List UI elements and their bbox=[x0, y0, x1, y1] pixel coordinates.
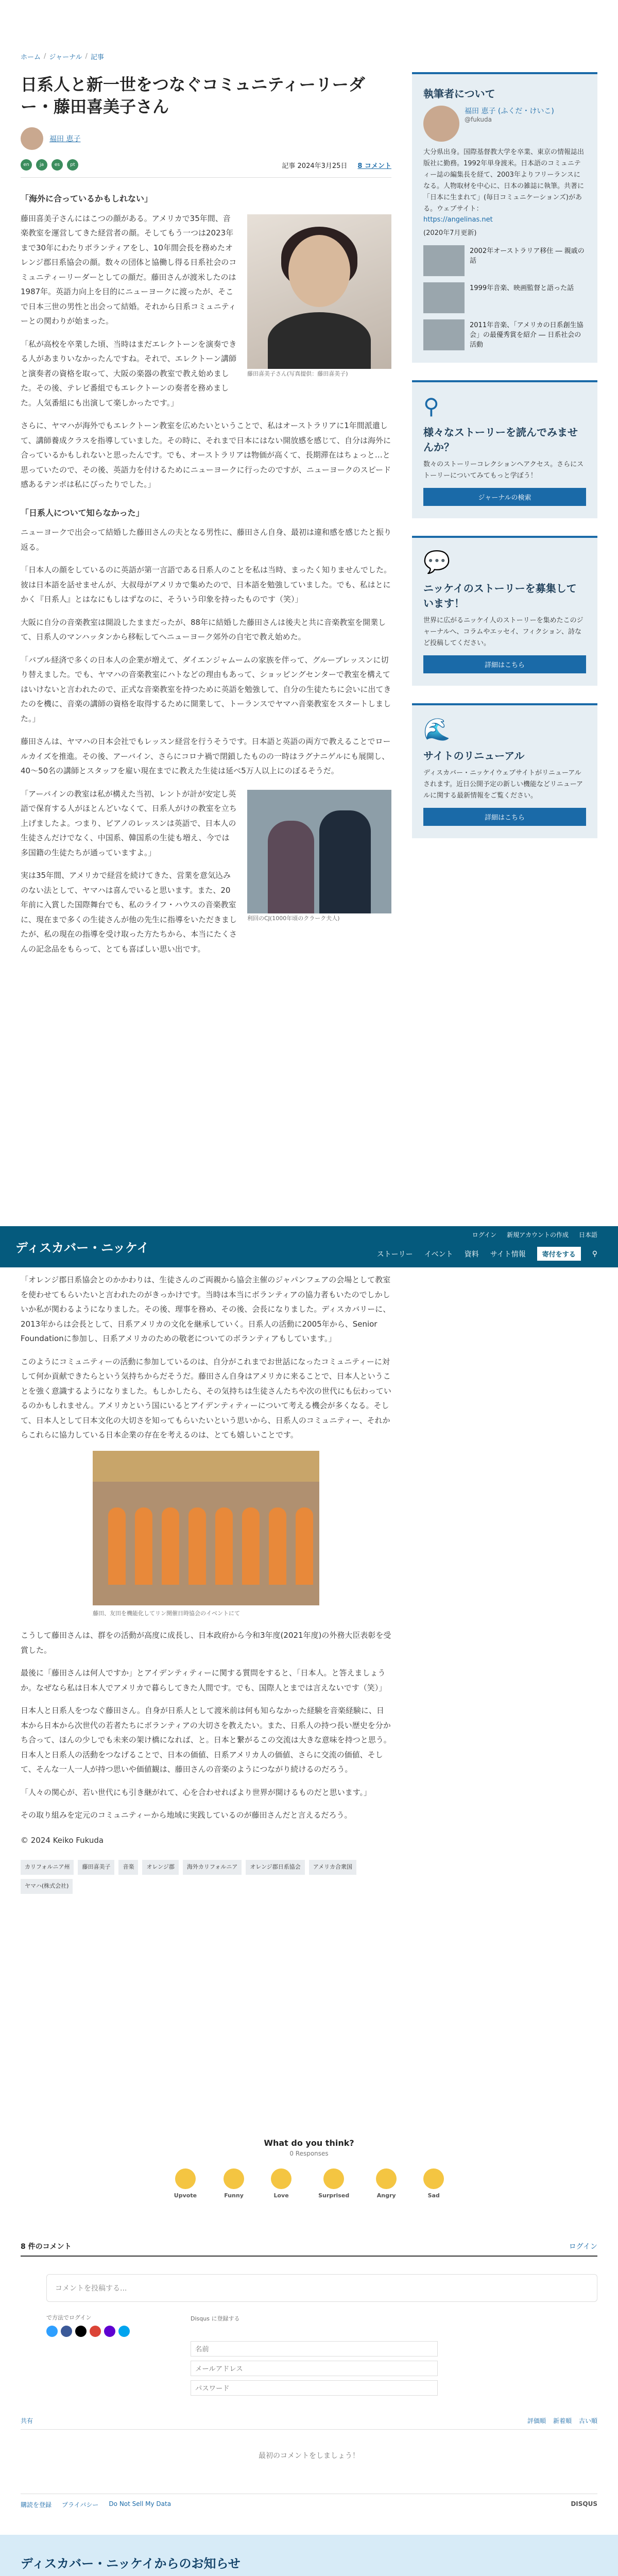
reactions-question: What do you think? bbox=[264, 2138, 354, 2148]
funny-icon bbox=[224, 2168, 244, 2189]
submit-card bbox=[412, 536, 597, 686]
menu-events[interactable]: イベント bbox=[424, 1250, 453, 1259]
author-articles bbox=[423, 245, 586, 350]
card-heading: 様々なストーリーを読んでみませんか？ bbox=[423, 426, 578, 453]
menu-resources[interactable]: 資料 bbox=[464, 1250, 479, 1259]
tag[interactable]: 音楽 bbox=[118, 1860, 138, 1875]
list-item[interactable] bbox=[423, 245, 586, 276]
tag[interactable]: 藤田喜美子 bbox=[78, 1860, 114, 1875]
tag[interactable]: 海外カリフォルニア bbox=[183, 1860, 242, 1875]
article-top bbox=[0, 0, 618, 1226]
reaction-sad[interactable]: Sad bbox=[423, 2168, 444, 2199]
language-select[interactable]: 日本語 bbox=[578, 1231, 597, 1239]
disqus-footer-links bbox=[21, 2500, 171, 2509]
article-date: 記事 2024年3月25日 bbox=[282, 162, 348, 171]
tag[interactable]: ヤマハ(株式会社) bbox=[21, 1879, 73, 1894]
section-heading: 「海外に合っているかもしれない」 bbox=[21, 194, 153, 204]
social-login bbox=[46, 2326, 597, 2337]
renewal-card bbox=[412, 703, 597, 838]
figure-couple bbox=[247, 790, 391, 924]
tag[interactable]: オレンジ郡日系協会 bbox=[246, 1860, 304, 1875]
reaction-upvote[interactable]: Upvote bbox=[174, 2168, 197, 2199]
author-updated: (2020年7月更新) bbox=[423, 229, 477, 237]
section-heading: 「日系人について知らなかった」 bbox=[21, 507, 144, 518]
card-text: ディスカバー・ニッケイウェブサイトがリニューアルされます。近日公開予定の新しい機能などリニューアルに関する最新情報をご覧ください。 bbox=[423, 769, 583, 800]
tag[interactable]: オレンジ郡 bbox=[142, 1860, 178, 1875]
renewal-details-button[interactable]: 詳細はこちら bbox=[423, 808, 586, 826]
reaction-list bbox=[21, 2168, 597, 2199]
site-logo[interactable]: ディスカバー・ニッケイ bbox=[15, 1241, 149, 1255]
article-continued bbox=[21, 1273, 391, 1894]
comments-link[interactable]: 8 コメント bbox=[357, 162, 391, 171]
explore-card bbox=[412, 380, 597, 518]
lang-en-icon[interactable]: en bbox=[21, 159, 32, 171]
tag[interactable]: カリフォルニア州 bbox=[21, 1860, 74, 1875]
page-title: 日系人と新一世をつなぐコミュニティーリーダー・藤田喜美子さん bbox=[21, 75, 365, 117]
breadcrumb-separator: / bbox=[85, 53, 88, 60]
couple-photo bbox=[247, 790, 391, 913]
speech-bubble-icon: 💬 bbox=[423, 549, 451, 574]
copyright: © 2024 Keiko Fukuda bbox=[21, 1835, 104, 1845]
portrait-photo bbox=[247, 214, 391, 369]
lang-es-icon[interactable]: es bbox=[52, 159, 63, 171]
list-item-title: 2002年オーストラリア移住 ― 親戚の話 bbox=[470, 247, 585, 265]
comments-login[interactable]: ログイン bbox=[569, 2243, 597, 2251]
do-not-sell-link[interactable]: Do Not Sell My Data bbox=[109, 2500, 171, 2507]
card-text: 世界に広がるニッケイ人のストーリーを集めたこのジャーナルへ、コラムやエッセイ、フィクション、詩など投稿してください。 bbox=[423, 616, 583, 648]
submit-details-button[interactable]: 詳細はこちら bbox=[423, 655, 586, 673]
paragraph: 日本人と日系人をつなぐ藤田さん。自身が日系人として渡米前は何も知らなかった経験を音楽経験に、日本から日本から次世代の若者たちにボランティアの大切さを教えたい。また、日系人の持つ長い歴史を分かち合って、ほんの少しでも未来の架け橋になれば、と。日本と繋がるこの交流は大きな意味を持つと思う。日本人と日系人の活動をつなげることで、日本の価値、日系アメリカ人の価値、さらに交流の価値、そして、そんな一人一人が持つ思いや価値観は、藤田さんの音楽のようにつながり続けるのだろう。 bbox=[21, 1706, 391, 1774]
paragraph: 藤田喜美子さんにはこつの顔がある。アメリカで35年間、音楽教室を運営してきた経営者の顔。そしてもう一つは2023年まで30年にわたりボランティアをし、10年間会長を務めたオレンジ郡日系協会の顔。数々の団体と協働し得る日系社会のコミュニティーリーダーとしての顔だ。藤田さんが渡米したのは1987年。英語力向上を目的にニューヨークに渡ったが、そこで日本三世の男性と出会って結婚。それから日系コミュニティーとの関わりが始まった。 bbox=[21, 213, 237, 326]
love-icon bbox=[271, 2168, 291, 2189]
microsoft-icon[interactable] bbox=[118, 2326, 130, 2337]
paragraph: このようにコミュニティーの活動に参加しているのは、自分がこれまでお世話になったコミュニティーに対して何か貢献できたらという気持ちからだそうだ。藤田さん自身はアメリカに来ることで、日本人ということを強く意識するようになりました。もしかしたら、その気持ちは生徒さんたちや次の世代にも伝わっているのかもしれません。アメリカという国にいるとアイデンティティーについて考える機会が多くなる。そして、日本人として日本文化の大切さを知ってもらいたいという思いから、日系人のコミュニティー、それからこれらに協力している日本企業の存在を考えるのは、とても嬉しいことです。 bbox=[21, 1357, 391, 1439]
privacy-link[interactable]: プライバシー bbox=[62, 2501, 99, 2509]
paragraph: 藤田さんは、ヤマハの日本会社でもレッスン経営を行うそうです。日本語と英語の両方で教えることでロールカイズを推進。その後、アーバイン、さらにコロナ禍で閉鎖したものの一時はラグナニゲルにも展開し、40～50名の講師とスタッフを雇い現在までに教えた生徒は延べ5万人以上にのぼるそうだ。 bbox=[21, 737, 391, 776]
author-website-link[interactable]: https://angelinas.net bbox=[423, 215, 493, 224]
article-body bbox=[21, 191, 391, 956]
comment-input[interactable]: コメントを投稿する... bbox=[46, 2274, 597, 2302]
disqus-logo[interactable]: DISQUS bbox=[571, 2500, 597, 2507]
password-field[interactable] bbox=[191, 2380, 438, 2396]
sidebar bbox=[412, 72, 597, 856]
paragraph: さらに、ヤマハが海外でもエレクトーン教室を広めたいということで、私はオーストラリアに1年間派遣して、講師養成クラスを指導していました。その時に、それまで日本にはない開放感を感じて、自分は海外に合っているかもしれないと思ったんです。でも、オーストラリアは物価が高くて、長期滞在はちょっと…と思っていたので、その後、英語力を付けるためにニューヨークに行ったのですが、ニューヨークのスピード感あるテンポは私にぴったりでした。」 bbox=[21, 421, 391, 489]
wave-logo-icon: 🌊 bbox=[423, 717, 451, 742]
empty-comments: 最初のコメントをしましょう！ bbox=[259, 2452, 359, 2460]
figure-caption: 藤田、友田を機能化してリン開催日時協会のイベントにて bbox=[93, 1609, 240, 1617]
search-icon: ⚲ bbox=[423, 393, 439, 419]
card-heading: ニッケイのストーリーを募集しています！ bbox=[423, 582, 577, 609]
author-card-heading: 執筆者について bbox=[423, 88, 495, 100]
author-link[interactable]: 福田 恵子 bbox=[49, 135, 81, 144]
thumbnail bbox=[423, 319, 465, 350]
site-header bbox=[0, 1226, 618, 1267]
breadcrumb bbox=[21, 0, 391, 61]
reaction-angry[interactable]: Angry bbox=[376, 2168, 397, 2199]
author-bio: 大分県出身。国際基督教大学を卒業、東京の情報誌出版社に勤務。1992年単身渡米。日本語のコミュニティー誌の編集長を経て、2003年よりフリーランスになる。人物取材を中心に、日本の雑誌に執筆。共著に「日本に生まれて」(毎日コミュニケーションズ)がある。ウェブサイト： bbox=[423, 148, 585, 213]
paragraph: 「人々の関心が、若い世代にも引き継がれて、心を合わせればより世界が開けるものだと思います。」 bbox=[21, 1787, 372, 1797]
paragraph: 「日本人の顔をしているのに英語が第一言語である日系人のことを私は当時、まったく知りませんでした。彼は日本語を話せませんが、大叔母がアメリカで集めたので、日本語を勉強していました。でも、私はとにかく『日系人』とはなにもしはずなのに、そういう印象を持ったものです（笑）」 bbox=[21, 565, 392, 604]
disqus-signup-label: Disqus に登録する bbox=[191, 2315, 240, 2322]
tag-list bbox=[21, 1860, 391, 1894]
paragraph: 大阪に自分の音楽教室は開設したままだったが、88年に結婚した藤田さんは後夫と共に音楽教室を開業して、日系人のマンハッタンから移転してヘニューヨーク郊外の自宅で教え始めた。 bbox=[21, 617, 386, 642]
reaction-love[interactable]: Love bbox=[271, 2168, 291, 2199]
journal-search-button[interactable]: ジャーナルの検索 bbox=[423, 488, 586, 506]
reactions-count: 0 Responses bbox=[289, 2150, 329, 2157]
sort-newest[interactable]: 新着順 bbox=[553, 2417, 572, 2425]
list-item-title: 2011年音楽、「アメリカの日系創生協会」の最優秀賞を紹介 ― 日系社会の活動 bbox=[470, 321, 583, 349]
event-photo bbox=[93, 1451, 319, 1605]
divider bbox=[21, 177, 391, 178]
figure-caption: 利回のCJ(1000年頃のクラーク夫人) bbox=[247, 914, 340, 922]
lang-ja-icon[interactable]: ja bbox=[36, 159, 47, 171]
reaction-funny[interactable]: Funny bbox=[224, 2168, 244, 2199]
angry-icon bbox=[376, 2168, 397, 2189]
author-row bbox=[21, 127, 391, 150]
reactions bbox=[21, 2138, 597, 2199]
reaction-surprised[interactable]: Surprised bbox=[318, 2168, 349, 2199]
sad-icon bbox=[423, 2168, 444, 2189]
search-icon[interactable]: ⚲ bbox=[592, 1249, 597, 1258]
yahoo-icon[interactable] bbox=[104, 2326, 115, 2337]
card-heading: サイトのリニューアル bbox=[423, 750, 525, 762]
breadcrumb-home[interactable]: ホーム bbox=[21, 54, 41, 61]
facebook-icon[interactable] bbox=[61, 2326, 72, 2337]
name-field[interactable] bbox=[191, 2341, 438, 2357]
email-field[interactable] bbox=[191, 2361, 438, 2376]
avatar[interactable] bbox=[423, 106, 459, 142]
paragraph: 実は35年間、アメリカで経営を続けてきた、営業を意気込みのない法として、ヤマハは喜んでいると思います。また、20年前に入賞した国際舞台でも、私のライフ・ハウスの音楽教室に、現在まで多くの生徒さんが他の先生に指導をいただきましたが、私の現在の指導を受け取った方たちから、本当にたくさんの記念品をもらって、とても喜ばしい思い出です。 bbox=[21, 871, 237, 954]
upvote-icon bbox=[175, 2168, 196, 2189]
breadcrumb-article[interactable]: 記事 bbox=[90, 54, 104, 61]
signup-link[interactable]: 新規アカウントの作成 bbox=[507, 1231, 569, 1239]
main-menu bbox=[377, 1247, 597, 1261]
comments-toolbar bbox=[21, 2416, 597, 2430]
paragraph: その取り組みを定元のコミュニティーから地域に実践しているのが藤田さんだと言えるだろう。 bbox=[21, 1810, 352, 1820]
figure-portrait bbox=[247, 214, 391, 380]
disqus-footer bbox=[21, 2494, 597, 2509]
comment-count: 8 件のコメント bbox=[21, 2243, 72, 2251]
figure-caption: 藤田喜美子さん(写真提供：藤田喜美子) bbox=[247, 370, 348, 377]
notices-section bbox=[0, 2535, 618, 2576]
paragraph: ニューヨークで出会って結婚した藤田さんの夫となる男性に、藤田さん自身、最初は違和感を感じたと振り返る。 bbox=[21, 528, 392, 552]
tag[interactable]: アメリカ合衆国 bbox=[309, 1860, 356, 1875]
list-item[interactable] bbox=[423, 282, 586, 313]
surprised-icon bbox=[323, 2168, 344, 2189]
donate-button[interactable]: 寄付をする bbox=[537, 1247, 581, 1261]
author-card-name[interactable]: 福田 恵子 (ふくだ・けいこ) bbox=[465, 107, 554, 115]
list-item-title: 1999年音楽、映画監督と語った話 bbox=[470, 284, 574, 292]
subscribe-link[interactable]: 購読を登録 bbox=[21, 2501, 52, 2509]
sort-options bbox=[527, 2416, 597, 2425]
avatar[interactable] bbox=[21, 127, 43, 150]
article-main bbox=[21, 0, 391, 964]
card-text: 数々のストーリーコレクションへアクセス。さらにストーリーについてみてもっと学ぼう！ bbox=[423, 460, 584, 480]
header-top-links bbox=[472, 1230, 597, 1239]
list-item[interactable] bbox=[423, 319, 586, 350]
login-options bbox=[46, 2313, 597, 2396]
share-button[interactable]: 共有 bbox=[21, 2417, 33, 2425]
paragraph: 「オレンジ郡日系協会とのかかわりは、生徒さんのご両親から協会主催のジャパンフェアの会場として教室を使わせてもらいたいと言われたのがきっかけです。当時は本当にボランティアの協力者もいたのでしかしいか私が関わるようになりました。その後、理事を務め、その後、会長になりました。ディスカバリーに、2013年からは会長として、日系アメリカの文化を継承していく。日系人の活動に2005年から、Senior Foundationに参加し、日系アメリカのための敬老についてのボランティアもしています。」 bbox=[21, 1275, 391, 1343]
disqus-icon[interactable] bbox=[46, 2326, 58, 2337]
google-icon[interactable] bbox=[90, 2326, 101, 2337]
comments-header bbox=[21, 2241, 597, 2257]
paragraph: 「バブル経済で多くの日本人の企業が増えて、ダイエンジャムームの家族を伴って、グルーブレッスンに切り替えました。でも、ヤマハの音楽教室にハトなどの理由もあって、ショッピングセンターで教室を構えてはいけないと言われたので、正式な音楽教室を持つために英語を勉強して、自分の生徒たちに会いに出てきたのを機に、音楽の講師の資格を取得するために開業して、トーランスでヤマハ音楽教室をスタートしました。」 bbox=[21, 655, 391, 723]
login-link[interactable]: ログイン bbox=[472, 1231, 497, 1239]
comments-section bbox=[21, 2241, 597, 2461]
author-card bbox=[412, 72, 597, 363]
sort-oldest[interactable]: 古い順 bbox=[578, 2417, 597, 2425]
menu-about[interactable]: サイト情報 bbox=[490, 1250, 526, 1259]
paragraph: 「私が高校を卒業した頃、当時はまだエレクトーンを演奏できる人があまりいなかったんですね。それで、エレクトーン講師と演奏者の資格を取って、大阪の楽器の教室で教え始めました。その後、テレビ番組でもエレクトーンの奏者を務めました。人気番組にも出演して楽しかったです。」 bbox=[21, 339, 237, 408]
lang-pt-icon[interactable]: pt bbox=[67, 159, 78, 171]
login-with-label: で方法でログイン bbox=[46, 2314, 92, 2321]
menu-stories[interactable]: ストーリー bbox=[376, 1250, 413, 1259]
breadcrumb-separator: / bbox=[44, 53, 46, 60]
author-handle: @fukuda bbox=[465, 116, 492, 123]
paragraph: こうして藤田さんは、群をの活動が高度に成長し、日本政府から今和3年度(2021年度)の外務大臣表彰を受賞した。 bbox=[21, 1631, 391, 1655]
paragraph: 「アーバインの教室は私が構えた当初、レントが計が安定し英語で保育する人がほとんどいなくて、日系人がけの教室を立ち上げましたよ。つまり、ビアノのレッスンは英語で、日本人の生徒さんだけでなく、中国系、韓国系の生徒も増え、今では多国籍の生徒たちが通っていますよ。」 bbox=[21, 789, 237, 857]
author-card-header bbox=[423, 106, 586, 142]
thumbnail bbox=[423, 282, 465, 313]
paragraph: 最後に「藤田さんは何人ですか」とアイデンティティーに関する質問をすると、「日本人。と答えましょうか。なぜなら私は日本人でアメリカで暮らしてきた人間です。でも、国際人とまでは言えないです（笑）」 bbox=[21, 1668, 387, 1692]
x-icon[interactable] bbox=[75, 2326, 87, 2337]
notices-heading: ディスカバー・ニッケイからのお知らせ bbox=[21, 2556, 241, 2571]
breadcrumb-journal[interactable]: ジャーナル bbox=[49, 54, 82, 61]
thumbnail bbox=[423, 245, 465, 276]
sort-best[interactable]: 評価順 bbox=[527, 2417, 546, 2425]
